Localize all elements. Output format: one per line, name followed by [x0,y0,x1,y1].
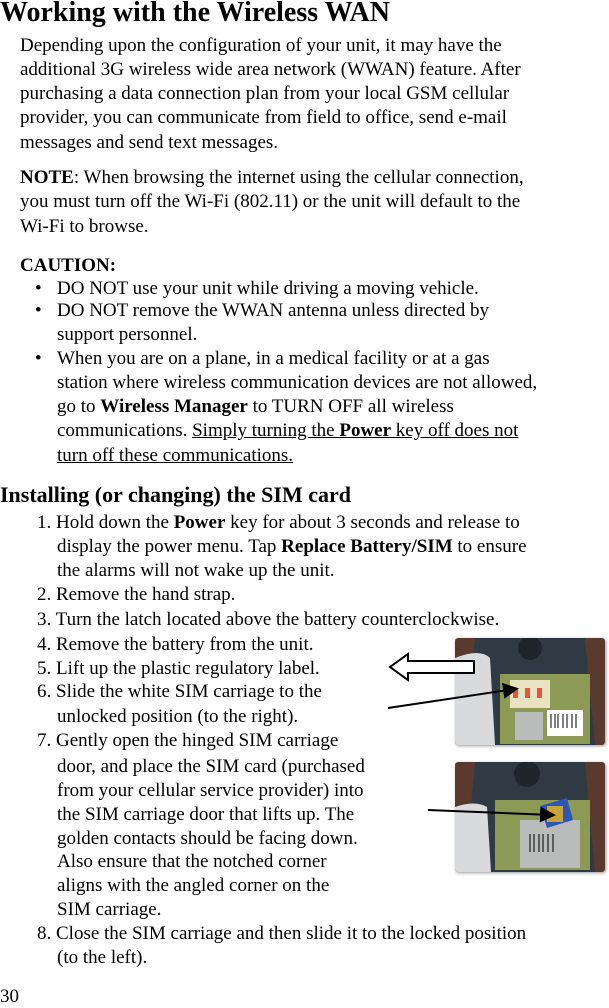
text-segment: to ensure [452,536,527,557]
text-line [35,278,479,300]
text-line [20,255,116,277]
text-segment: 3. Turn the latch located above the battery counterclockwise. [37,609,500,630]
text-segment: Replace Battery/SIM [281,536,453,557]
text-segment: provider, you can communicate from field to office, send e-mail [20,107,507,128]
text-segment: 8. Close the SIM carriage and then slide it to the locked position [37,923,527,944]
photo-sim-card-insert [455,762,605,872]
text-line [57,536,527,558]
text-segment: DO NOT use your unit while driving a moving vehicle. [57,278,479,299]
text-line [35,300,489,322]
text-segment: SIM carriage. [57,899,162,920]
section-heading-sim: Installing (or changing) the SIM card [0,482,352,507]
text-line [57,396,454,418]
text-line [20,216,149,238]
text-segment: 7. Gently open the hinged SIM carriage [37,730,339,751]
text-line [37,730,338,752]
text-line [35,348,490,370]
text-segment: Wireless Manager [100,396,248,417]
text-segment: messages and send text messages. [20,132,279,153]
text-segment: 5. Lift up the plastic regulatory label. [37,658,320,679]
text-line [37,681,322,703]
text-line [20,191,520,213]
text-line [57,706,298,728]
text-line [57,851,327,873]
text-segment: aligns with the angled corner on the [57,875,330,896]
text-line [57,445,293,467]
text-segment: the alarms will not wake up the unit. [57,560,335,581]
text-line [37,609,499,631]
text-line [20,35,502,57]
photo-sim-carriage-unlocked [455,638,605,745]
text-segment: support personnel. [57,324,198,345]
text-segment: Wi-Fi to browse. [20,216,149,237]
text-segment: DO NOT remove the WWAN antenna unless directed by [57,300,489,321]
text-segment: door, and place the SIM card (purchased [57,756,365,777]
text-segment: NOTE [20,167,74,188]
text-segment: communications. [57,420,193,441]
text-segment: to TURN OFF all wireless [247,396,454,417]
text-segment: purchasing a data connection plan from your local GSM cellular [20,83,510,104]
text-line [37,512,520,534]
text-segment: display the power menu. Tap [57,536,282,557]
text-segment: from your cellular service provider) into [57,780,364,801]
text-segment: Also ensure that the notched corner [57,851,327,872]
text-line [20,59,521,81]
text-line [20,167,524,189]
text-line [57,828,358,850]
text-line [57,875,329,897]
text-segment: 6. Slide the white SIM carriage to the [37,681,322,702]
text-segment: additional 3G wireless wide area network (WWAN) feature. After [20,59,521,80]
text-line [20,83,509,105]
text-line [57,756,365,778]
page-title: Working with the Wireless WAN [0,0,390,28]
text-segment: 4. Remove the battery from the unit. [37,634,314,655]
text-segment: (to the left). [57,947,148,968]
text-line [37,923,526,945]
text-segment: you must turn off the Wi-Fi (802.11) or the unit will default to the [20,191,521,212]
text-line [37,584,235,606]
text-segment: : When browsing the internet using the cellular connection, [73,167,524,188]
text-line [57,560,335,582]
text-segment: Depending upon the configuration of your unit, it may have the [20,35,502,56]
text-segment: CAUTION: [20,255,117,276]
text-line [57,372,537,394]
bullet-icon: • [35,348,42,369]
text-segment: unlocked position (to the right). [57,706,299,727]
text-segment: key for about 3 seconds and release to [225,512,520,533]
bullet-icon: • [35,278,42,299]
text-segment: turn off these communications. [57,445,294,466]
text-segment: 1. Hold down the [37,512,174,533]
text-segment: golden contacts should be facing down. [57,828,358,849]
text-segment: Power [173,512,226,533]
text-line [20,132,278,154]
text-segment: Power [339,420,392,441]
text-line [20,107,507,129]
text-line [57,947,147,969]
text-segment: go to [57,396,101,417]
text-segment: station where wireless communication devices are not allowed, [57,372,538,393]
text-line [57,420,518,442]
text-segment: key off does not [391,420,519,441]
text-line [57,804,354,826]
text-line [37,634,313,656]
text-line [37,658,320,680]
text-segment: the SIM carriage door that lifts up. The [57,804,355,825]
text-line [57,780,364,802]
text-segment: When you are on a plane, in a medical facility or at a gas [57,348,490,369]
text-line [57,324,197,346]
page-number: 30 [0,986,19,1007]
bullet-icon: • [35,300,42,321]
text-segment: Simply turning the [192,420,340,441]
text-line [57,899,161,921]
text-segment: 2. Remove the hand strap. [37,584,236,605]
